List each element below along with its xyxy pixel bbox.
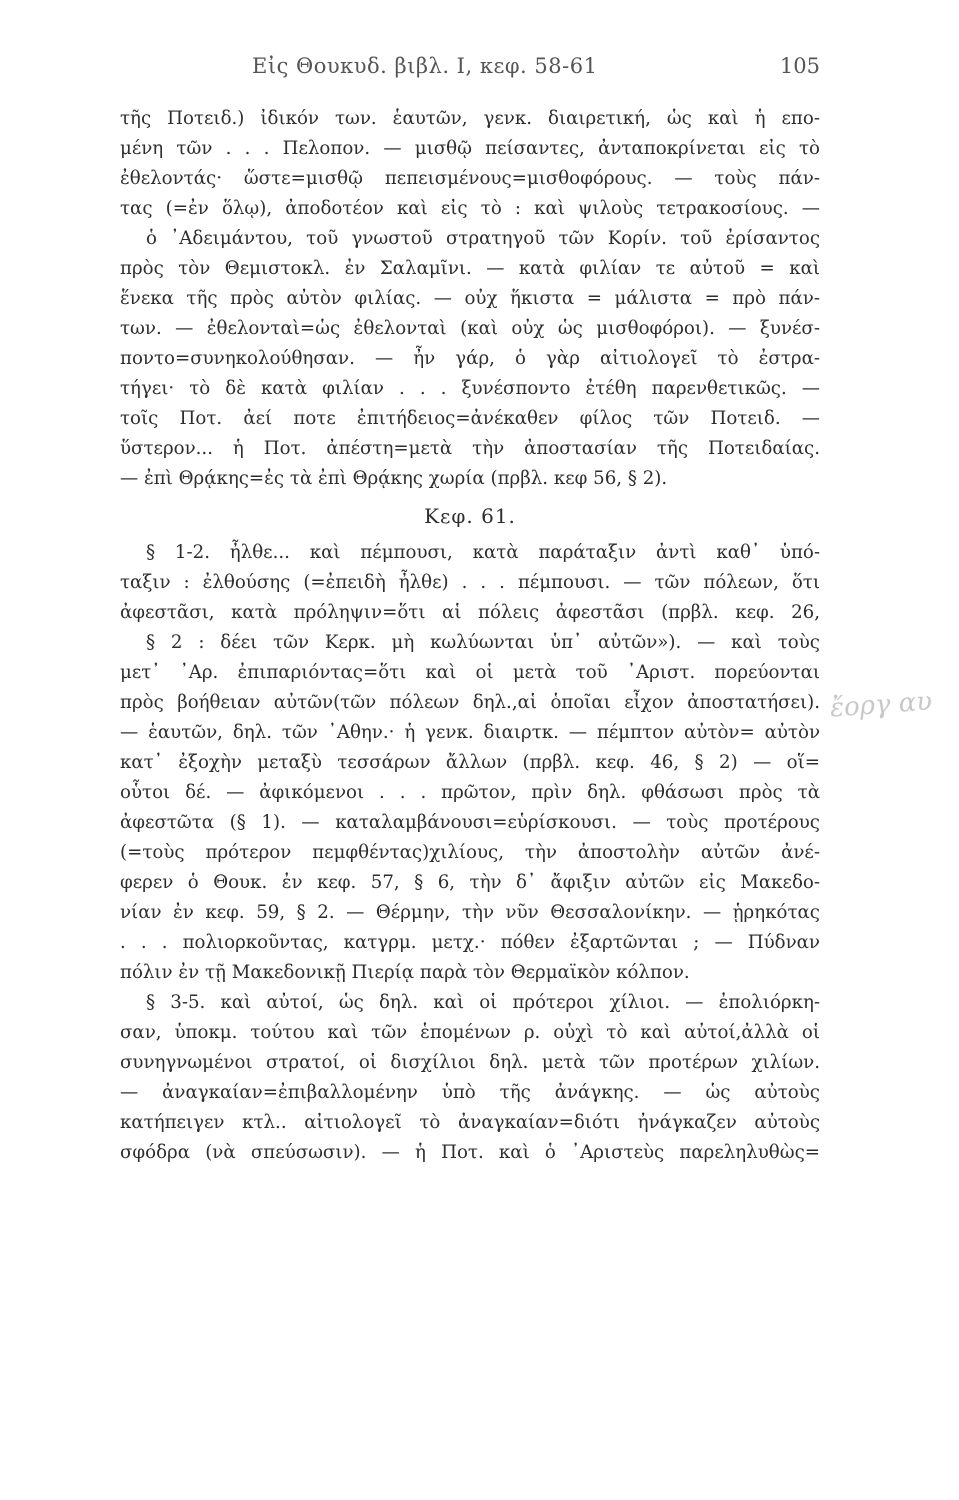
text-line: συνηγνωμένοι στρατοί, οἱ δισχίλιοι δηλ. μετὰ τῶν προτέρων χιλίων. xyxy=(120,1052,820,1073)
text-line: ταξιν : ἐλθούσης (=ἐπειδὴ ἦλθε) . . . πέμπουσι. — τῶν πόλεων, ὅτι xyxy=(120,572,820,593)
text-line: φερεν ὁ Θουκ. ἐν κεφ. 57, § 6, τὴν δ᾿ ἄφιξιν αὐτῶν εἰς Μακεδο- xyxy=(120,872,820,893)
text-line: τήγει· τὸ δὲ κατὰ φιλίαν . . . ξυνέσποντο ἐτέθη παρενθετικῶς. — xyxy=(120,378,820,399)
text-line: § 1-2. ἦλθε... καὶ πέμπουσι, κατὰ παράταξιν ἀντὶ καθ᾿ ὑπό- xyxy=(146,542,820,563)
text-line: πόλιν ἐν τῇ Μακεδονικῇ Πιερίᾳ παρὰ τὸν Θερμαϊκὸν κόλπον. xyxy=(120,962,690,983)
text-line: τας (=ἐν ὅλῳ), ἀποδοτέον καὶ εἰς τὸ : καὶ ψιλοὺς τετρακοσίους. — xyxy=(120,198,820,219)
text-line: μένη τῶν . . . Πελοπον. — μισθῷ πείσαντες, ἀνταποκρίνεται εἰς τὸ xyxy=(120,138,820,159)
text-line: οὗτοι δέ. — ἀφικόμενοι . . . πρῶτον, πρὶν δηλ. φθάσωσι πρὸς τὰ xyxy=(120,782,820,803)
text-line: τοῖς Ποτ. ἀεί ποτε ἐπιτήδειος=ἀνέκαθεν φίλος τῶν Ποτειδ. — xyxy=(120,408,820,429)
text-line: νίαν ἐν κεφ. 59, § 2. — Θέρμην, τὴν νῦν Θεσσαλονίκην. — ᾑρηκότας xyxy=(120,902,820,923)
text-line: πρὸς βοήθειαν αὐτῶν(τῶν πόλεων δηλ.,αἱ ὁποῖαι εἶχον ἀποστατήσει). xyxy=(120,692,820,713)
text-line: ἀφεστᾶσι, κατὰ πρόληψιν=ὅτι αἱ πόλεις ἀφεστᾶσι (πρβλ. κεφ. 26, xyxy=(120,602,820,623)
text-line: ποντο=συνηκολούθησαν. — ἦν γάρ, ὁ γὰρ αἰτιολογεῖ τὸ ἐστρα- xyxy=(120,348,820,369)
commentary-text xyxy=(120,104,820,1168)
text-line: μετ᾿ ᾿Αρ. ἐπιπαριόντας=ὅτι καὶ οἱ μετὰ τοῦ ᾿Αριστ. πορεύονται xyxy=(120,662,820,683)
page-header xyxy=(120,54,820,84)
text-line: — ἀναγκαίαν=ἐπιβαλλομένην ὑπὸ τῆς ἀνάγκης. — ὡς αὐτοὺς xyxy=(120,1082,820,1103)
text-line: . . . πολιορκοῦντας, κατγρμ. μετχ.· πόθεν ἐξαρτῶνται ; — Πύδναν xyxy=(120,932,820,953)
chapter-heading: Κεφ. 61. xyxy=(424,504,516,528)
text-line: ἐθελοντάς· ὥστε=μισθῷ πεπεισμένους=μισθοφόρους. — τοὺς πάν- xyxy=(120,168,820,189)
page-number: 105 xyxy=(779,54,820,78)
text-line: — ἐπὶ Θρᾴκης=ἐς τὰ ἐπὶ Θρᾴκης χωρία (πρβλ. κεφ 56, § 2). xyxy=(120,468,668,489)
text-line: § 3-5. καὶ αὐτοί, ὡς δηλ. καὶ οἱ πρότεροι χίλιοι. — ἐπολιόρκη- xyxy=(146,992,820,1013)
margin-note: ἔοργ αυ xyxy=(829,686,933,724)
running-title: Εἰς Θουκυδ. βιβλ. Ι, κεφ. 58-61 xyxy=(252,54,598,78)
text-line: κατ᾿ ἐξοχὴν μεταξὺ τεσσάρων ἄλλων (πρβλ. κεφ. 46, § 2) — οἵ= xyxy=(120,752,820,773)
text-line: σαν, ὑποκμ. τούτου καὶ τῶν ἑπομένων ρ. οὐχὶ τὸ καὶ αὐτοί,ἀλλὰ οἱ xyxy=(120,1022,820,1043)
text-line: § 2 : δέει τῶν Κερκ. μὴ κωλύωνται ὑπ᾿ αὐτῶν»). — καὶ τοὺς xyxy=(146,632,820,653)
text-line: (=τοὺς πρότερον πεμφθέντας)χιλίους, τὴν ἀποστολὴν αὐτῶν ἀνέ- xyxy=(120,842,820,863)
text-line: ἕνεκα τῆς πρὸς αὐτὸν φιλίας. — οὐχ ἥκιστα = μάλιστα = πρὸ πάν- xyxy=(120,288,820,309)
text-line: των. — ἐθελονταὶ=ὡς ἐθελονταὶ (καὶ οὐχ ὡς μισθοφόροι). — ξυνέσ- xyxy=(120,318,820,339)
text-line: — ἑαυτῶν, δηλ. τῶν ᾿Αθην.· ἡ γενκ. διαιρτκ. — πέμπτον αὐτὸν= αὐτὸν xyxy=(120,722,820,743)
text-line: κατήπειγεν κτλ.. αἰτιολογεῖ τὸ ἀναγκαίαν=διότι ἠνάγκαζεν αὐτοὺς xyxy=(120,1112,820,1133)
text-line: ὁ ᾿Αδειμάντου, τοῦ γνωστοῦ στρατηγοῦ τῶν Κορίν. τοῦ ἐρίσαντος xyxy=(146,228,820,249)
text-line: τῆς Ποτειδ.) ἰδικόν των. ἑαυτῶν, γενκ. διαιρετική, ὡς καὶ ἡ επο- xyxy=(120,108,820,129)
text-line: ἀφεστῶτα (§ 1). — καταλαμβάνουσι=εὑρίσκουσι. — τοὺς προτέρους xyxy=(120,812,820,833)
text-line: σφόδρα (νὰ σπεύσωσιν). — ἡ Ποτ. καὶ ὁ ᾿Αριστεὺς παρεληλυθὼς= xyxy=(120,1142,820,1163)
text-line: πρὸς τὸν Θεμιστοκλ. ἐν Σαλαμῖνι. — κατὰ φιλίαν τε αὐτοῦ = καὶ xyxy=(120,258,820,279)
text-line: ὕστερον... ἡ Ποτ. ἀπέστη=μετὰ τὴν ἀποστασίαν τῆς Ποτειδαίας. xyxy=(120,438,820,459)
